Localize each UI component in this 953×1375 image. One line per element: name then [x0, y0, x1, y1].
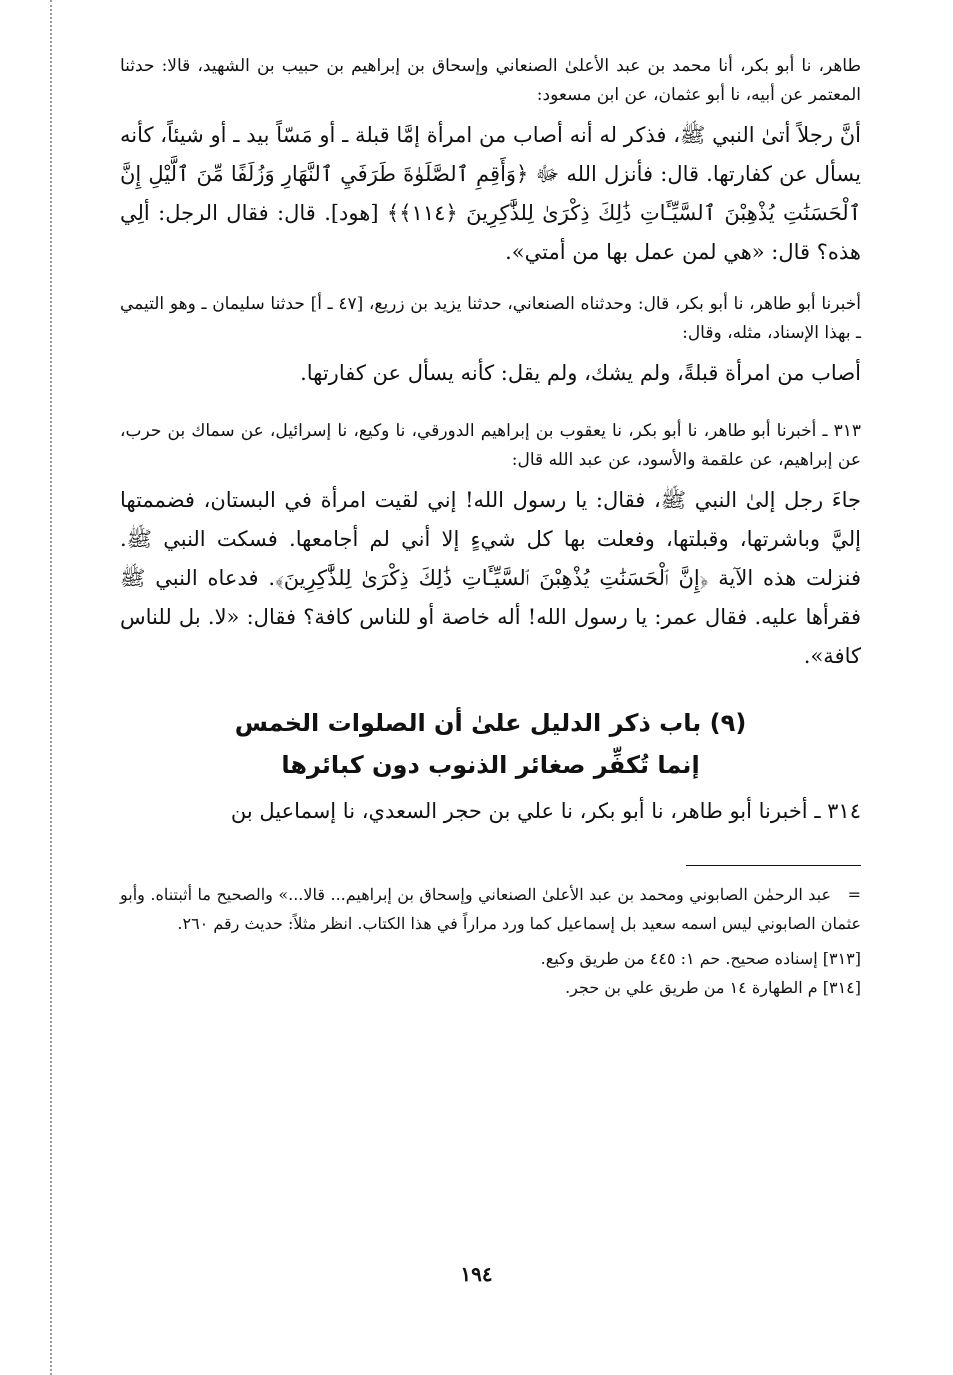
footnote-313: [٣١٣] إسناده صحيح. حم ١: ٤٤٥ من طريق وكيع.: [540, 949, 861, 968]
hadith-313-text: جاءَ رجل إلىٰ النبي ﷺ، فقال: يا رسول الله! إني لقيت امرأة في البستان، فضممتها إليَّ وباشرتها، وقبلتها، وفعلت بها كل شيءٍ إلا أني لم أجامعها. فسكت النبي ﷺ. فنزلت هذه الآية ﴿إِنَّ ٱلْحَسَنَٰتِ يُذْهِبْنَ ٱلسَّيِّـَٔاتِ ذَٰلِكَ ذِكْرَىٰ لِلذَّٰكِرِينَ﴾. فدعاه النبي ﷺ فقرأها عليه. فقال عمر: يا رسول الله! أله خاصة أو للناس كافة؟ فقال: «لا. بل للناس كافة».: [120, 488, 861, 668]
footnote-continuation-marker: =: [847, 885, 861, 904]
footnote-divider: [686, 865, 861, 866]
hadith-text-paragraph: أصاب من امرأة قبلةً، ولم يشك، ولم يقل: كأنه يسأل عن كفارتها.: [300, 361, 861, 385]
page-number: ١٩٤: [460, 1262, 493, 1286]
footnote-continuation: [120, 880, 861, 938]
hadith-chain-paragraph: طاهر، نا أبو بكر، أنا محمد بن عبد الأعلىٰ الصنعاني وإسحاق بن إبراهيم بن حبيب بن الشهيد، قالا: حدثنا المعتمر عن أبيه، نا أبو عثمان، عن ابن مسعود:: [120, 56, 861, 105]
hadith-314-chain: ٣١٤ ـ أخبرنا أبو طاهر، نا أبو بكر، نا علي بن حجر السعدي، نا إسماعيل بن: [230, 799, 861, 823]
chapter-heading: [120, 702, 861, 786]
hadith-text-paragraph: أنَّ رجلاً أتىٰ النبي ﷺ، فذكر له أنه أصاب من امرأة إمَّا قبلة ـ أو مَسّاً بيد ـ أو شيئاً، كأنه يسأل عن كفارتها. قال: فأنزل الله ﷻ ﴿وَأَقِمِ ٱلصَّلَوٰةَ طَرَفَيِ ٱلنَّهَارِ وَزُلَفًا مِّنَ ٱلَّيْلِ إِنَّ ٱلْحَسَنَٰتِ يُذْهِبْنَ ٱلسَّيِّـَٔاتِ ذَٰلِكَ ذِكْرَىٰ لِلذَّٰكِرِينَ ﴿١١٤﴾﴾ [هود]. قال: فقال الرجل: ألِي هذه؟ قال: «هي لمن عمل بها من أمتي».: [120, 123, 861, 264]
hadith-313-chain: ٣١٣ ـ أخبرنا أبو طاهر، نا أبو بكر، نا يعقوب بن إبراهيم الدورقي، نا وكيع، نا إسرائيل، عن سماك بن حرب، عن إبراهيم، عن علقمة والأسود، عن عبد الله قال:: [120, 421, 861, 470]
footnote-314: [٣١٤] م الطهارة ١٤ من طريق علي بن حجر.: [565, 978, 861, 997]
paragraph-spacer: [120, 403, 861, 417]
chapter-heading-line: (٩) باب ذكر الدليل علىٰ أن الصلوات الخمس: [234, 709, 747, 737]
paragraph-spacer: [120, 282, 861, 290]
footnote-continuation-text: عبد الرحمٰن الصابوني ومحمد بن عبد الأعلىٰ الصنعاني وإسحاق بن إبراهيم... قالا...» والصحيح ما أثبتناه. وأبو عثمان الصابوني ليس اسمه سعيد بل إسماعيل كما ورد مراراً في هذا الكتاب. انظر مثلاً: حديث رقم ٢٦٠.: [120, 885, 861, 933]
hadith-chain-paragraph: أخبرنا أبو طاهر، نا أبو بكر، قال: وحدثناه الصنعاني، حدثنا يزيد بن زريع، [٤٧ ـ أ] حدثنا سليمان ـ وهو التيمي ـ بهذا الإسناد، مثله، وقال:: [120, 294, 861, 343]
chapter-heading-line: إنما تُكفِّر صغائر الذنوب دون كبائرها: [281, 751, 700, 779]
